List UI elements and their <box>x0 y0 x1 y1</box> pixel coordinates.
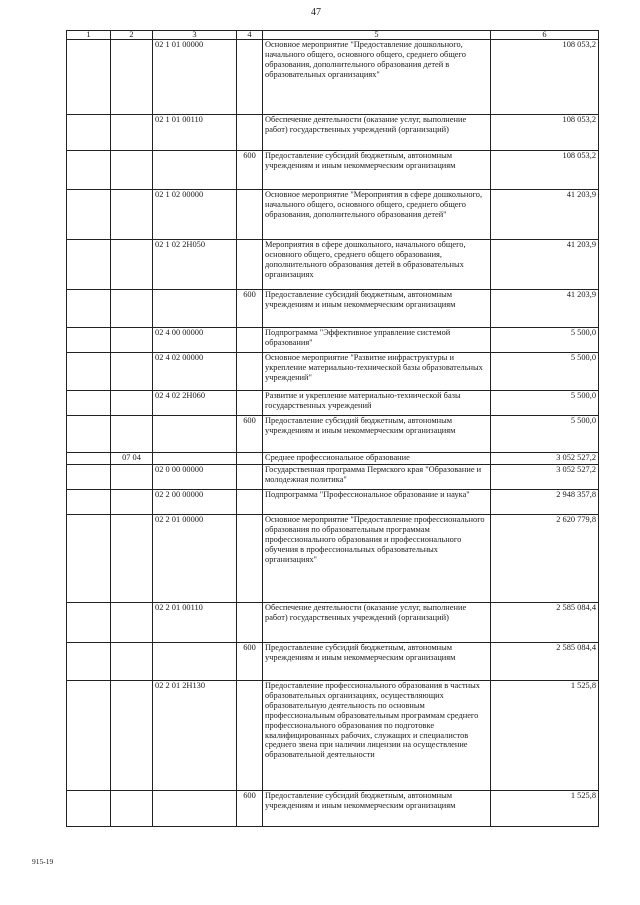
cell-amount: 41 203,9 <box>491 290 599 328</box>
cell-expense-type <box>237 328 263 353</box>
cell-section-code <box>111 643 153 681</box>
cell-expense-type <box>237 465 263 490</box>
cell-description: Среднее профессиональное образование <box>263 453 491 465</box>
cell-amount: 108 053,2 <box>491 40 599 115</box>
cell-section-code <box>111 240 153 290</box>
cell-col1 <box>67 681 111 791</box>
cell-description: Подпрограмма "Профессиональное образование и наука" <box>263 490 491 515</box>
cell-target-code: 02 4 02 2Н060 <box>153 391 237 416</box>
cell-target-code <box>153 416 237 453</box>
table-row <box>67 643 599 681</box>
cell-col1 <box>67 791 111 827</box>
page-number: 47 <box>311 7 321 18</box>
cell-amount: 5 500,0 <box>491 416 599 453</box>
cell-description: Предоставление субсидий бюджетным, автономным учреждениям и иным некоммерческим организациям <box>263 643 491 681</box>
cell-col1 <box>67 40 111 115</box>
column-header: 4 <box>237 31 263 40</box>
cell-expense-type <box>237 681 263 791</box>
cell-expense-type: 600 <box>237 290 263 328</box>
cell-amount: 2 585 084,4 <box>491 643 599 681</box>
cell-amount: 5 500,0 <box>491 353 599 391</box>
cell-amount: 108 053,2 <box>491 151 599 190</box>
cell-section-code <box>111 681 153 791</box>
cell-target-code: 02 4 00 00000 <box>153 328 237 353</box>
cell-section-code <box>111 515 153 603</box>
cell-expense-type <box>237 490 263 515</box>
cell-description: Обеспечение деятельности (оказание услуг, выполнение работ) государственных учреждений (организаций) <box>263 115 491 151</box>
cell-section-code <box>111 353 153 391</box>
cell-expense-type: 600 <box>237 416 263 453</box>
cell-col1 <box>67 190 111 240</box>
header-row <box>67 31 599 40</box>
cell-description: Основное мероприятие "Предоставление профессионального образования по образовательным программам профессионального образования и профессионального обучения в профессиональных образовательных организациях" <box>263 515 491 603</box>
table-row <box>67 416 599 453</box>
cell-section-code <box>111 328 153 353</box>
table-row <box>67 115 599 151</box>
document-code: 915-19 <box>32 857 54 866</box>
table-row <box>67 190 599 240</box>
cell-col1 <box>67 353 111 391</box>
cell-target-code <box>153 453 237 465</box>
table-row <box>67 453 599 465</box>
cell-col1 <box>67 490 111 515</box>
cell-amount: 2 585 084,4 <box>491 603 599 643</box>
cell-amount: 41 203,9 <box>491 190 599 240</box>
cell-amount: 5 500,0 <box>491 391 599 416</box>
cell-amount: 2 620 779,8 <box>491 515 599 603</box>
cell-amount: 41 203,9 <box>491 240 599 290</box>
cell-col1 <box>67 115 111 151</box>
cell-target-code: 02 2 01 00110 <box>153 603 237 643</box>
table-row <box>67 151 599 190</box>
cell-amount: 2 948 357,8 <box>491 490 599 515</box>
column-header: 5 <box>263 31 491 40</box>
cell-section-code <box>111 465 153 490</box>
column-header: 2 <box>111 31 153 40</box>
table-row <box>67 240 599 290</box>
cell-expense-type <box>237 115 263 151</box>
cell-section-code <box>111 416 153 453</box>
table-row <box>67 40 599 115</box>
cell-description: Подпрограмма "Эффективное управление системой образования" <box>263 328 491 353</box>
cell-target-code: 02 0 00 00000 <box>153 465 237 490</box>
cell-col1 <box>67 416 111 453</box>
cell-description: Предоставление субсидий бюджетным, автономным учреждениям и иным некоммерческим организациям <box>263 791 491 827</box>
cell-expense-type <box>237 240 263 290</box>
table-row <box>67 681 599 791</box>
table-row <box>67 353 599 391</box>
table-row <box>67 603 599 643</box>
cell-target-code: 02 1 01 00000 <box>153 40 237 115</box>
cell-expense-type <box>237 453 263 465</box>
cell-amount: 1 525,8 <box>491 791 599 827</box>
cell-section-code <box>111 151 153 190</box>
cell-target-code: 02 1 01 00110 <box>153 115 237 151</box>
cell-col1 <box>67 240 111 290</box>
cell-amount: 1 525,8 <box>491 681 599 791</box>
budget-table <box>66 30 599 827</box>
cell-description: Государственная программа Пермского края "Образование и молодежная политика" <box>263 465 491 490</box>
cell-section-code <box>111 391 153 416</box>
cell-description: Предоставление субсидий бюджетным, автономным учреждениям и иным некоммерческим организациям <box>263 290 491 328</box>
cell-target-code: 02 1 02 2Н050 <box>153 240 237 290</box>
table-row <box>67 791 599 827</box>
cell-section-code <box>111 40 153 115</box>
cell-col1 <box>67 151 111 190</box>
cell-description: Основное мероприятие "Мероприятия в сфере дошкольного, начального общего, основного общего, среднего общего образования, дополнительного образования детей" <box>263 190 491 240</box>
cell-expense-type <box>237 190 263 240</box>
cell-target-code <box>153 643 237 681</box>
cell-amount: 5 500,0 <box>491 328 599 353</box>
cell-description: Развитие и укрепление материально-технической базы государственных учреждений <box>263 391 491 416</box>
cell-target-code: 02 2 01 2Н130 <box>153 681 237 791</box>
cell-col1 <box>67 328 111 353</box>
cell-section-code <box>111 490 153 515</box>
cell-col1 <box>67 391 111 416</box>
cell-target-code: 02 2 01 00000 <box>153 515 237 603</box>
cell-description: Предоставление профессионального образования в частных образовательных организациях, осуществляющих образовательную деятельность по основным профессиональным образовательным программам среднего профессионального образования по подготовке квалифицированных рабочих, служащих и специалистов среднего звена при наличии лицензии на осуществление образовательной деятельности <box>263 681 491 791</box>
cell-description: Обеспечение деятельности (оказание услуг, выполнение работ) государственных учреждений (организаций) <box>263 603 491 643</box>
cell-col1 <box>67 465 111 490</box>
cell-description: Предоставление субсидий бюджетным, автономным учреждениям и иным некоммерческим организациям <box>263 416 491 453</box>
cell-section-code <box>111 115 153 151</box>
cell-description: Основное мероприятие "Развитие инфраструктуры и укрепление материально-технической базы образовательных учреждений" <box>263 353 491 391</box>
cell-amount: 108 053,2 <box>491 115 599 151</box>
cell-expense-type <box>237 603 263 643</box>
cell-target-code: 02 1 02 00000 <box>153 190 237 240</box>
cell-amount: 3 052 527,2 <box>491 465 599 490</box>
cell-expense-type <box>237 40 263 115</box>
table-body <box>67 40 599 827</box>
cell-target-code: 02 2 00 00000 <box>153 490 237 515</box>
cell-section-code <box>111 791 153 827</box>
cell-col1 <box>67 603 111 643</box>
cell-col1 <box>67 643 111 681</box>
cell-target-code <box>153 791 237 827</box>
cell-expense-type: 600 <box>237 151 263 190</box>
cell-col1 <box>67 453 111 465</box>
cell-expense-type: 600 <box>237 643 263 681</box>
table-row <box>67 290 599 328</box>
cell-expense-type <box>237 515 263 603</box>
cell-target-code: 02 4 02 00000 <box>153 353 237 391</box>
cell-description: Мероприятия в сфере дошкольного, начального общего, основного общего, среднего общего образования, дополнительного образования детей в образовательных организациях <box>263 240 491 290</box>
cell-col1 <box>67 290 111 328</box>
cell-expense-type <box>237 391 263 416</box>
column-header: 1 <box>67 31 111 40</box>
cell-target-code <box>153 290 237 328</box>
table-row <box>67 490 599 515</box>
cell-section-code: 07 04 <box>111 453 153 465</box>
cell-description: Предоставление субсидий бюджетным, автономным учреждениям и иным некоммерческим организациям <box>263 151 491 190</box>
cell-section-code <box>111 190 153 240</box>
table-row <box>67 391 599 416</box>
cell-section-code <box>111 290 153 328</box>
cell-description: Основное мероприятие "Предоставление дошкольного, начального общего, основного общего, среднего общего образования, дополнительного образования детей в образовательных организациях" <box>263 40 491 115</box>
cell-target-code <box>153 151 237 190</box>
column-header: 3 <box>153 31 237 40</box>
table-row <box>67 515 599 603</box>
cell-amount: 3 052 527,2 <box>491 453 599 465</box>
table-row <box>67 465 599 490</box>
cell-col1 <box>67 515 111 603</box>
cell-section-code <box>111 603 153 643</box>
cell-expense-type <box>237 353 263 391</box>
table-row <box>67 328 599 353</box>
column-header: 6 <box>491 31 599 40</box>
cell-expense-type: 600 <box>237 791 263 827</box>
